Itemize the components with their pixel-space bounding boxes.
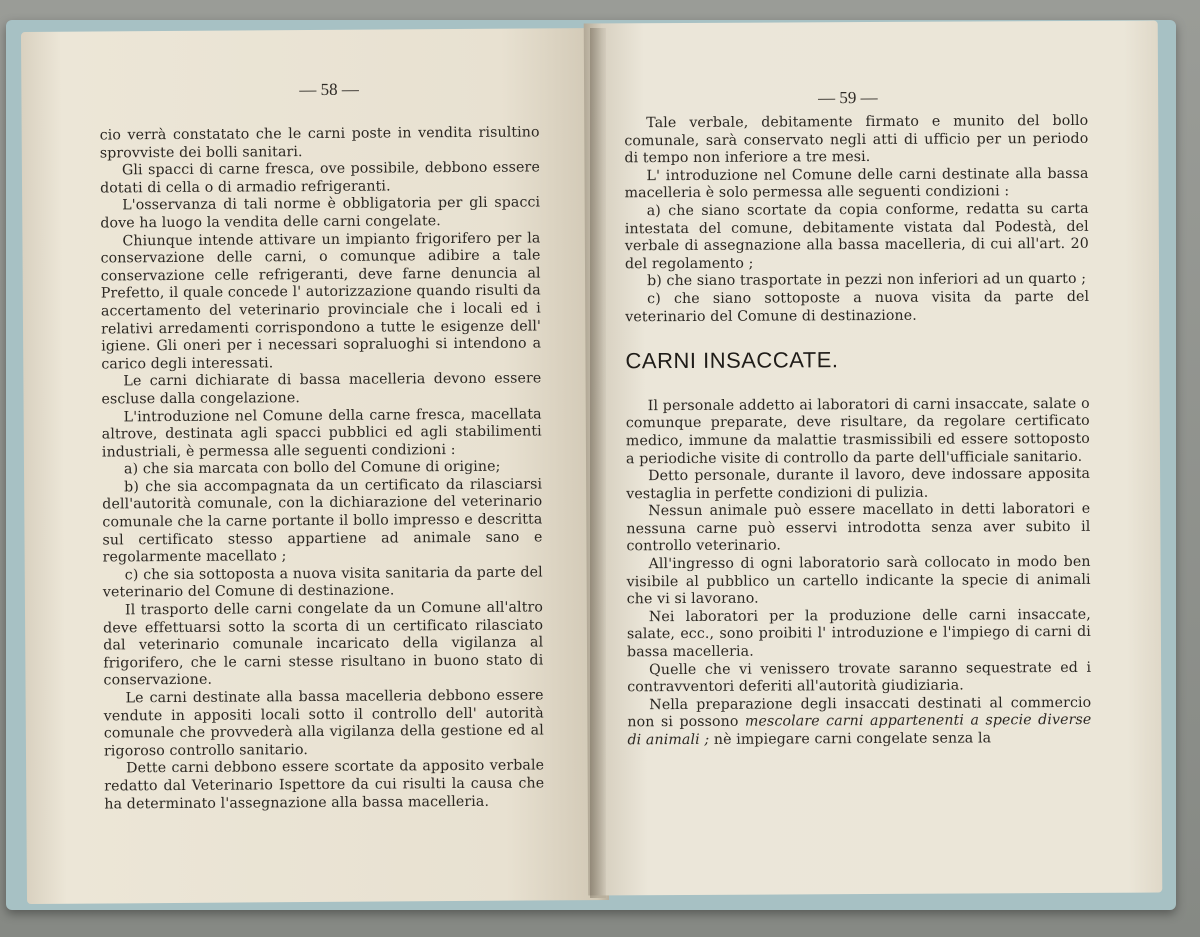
paragraph: L'osservanza di tali norme è obbligatoria per gli spacci dove ha luogo la vendita delle carni congelate.	[100, 194, 541, 232]
paragraph	[627, 695, 1091, 750]
paragraph: Le carni dichiarate di bassa macelleria devono essere escluse dalla congelazione.	[101, 370, 542, 408]
paragraph: Tale verbale, debitamente firmato e munito del bollo comunale, sarà conservato negli atti di ufficio per un periodo di tempo non inferiore a tre mesi.	[624, 112, 1089, 167]
text-run: nè impiegare carni congelate senza la	[713, 730, 992, 748]
paragraph: Quelle che vi venissero trovate saranno sequestrate ed i contravventori deferiti all'autorità giudiziaria.	[627, 659, 1092, 696]
paragraph: Le carni destinate alla bassa macelleria debbono essere vendute in appositi locali sotto il controllo dell' autorità comunale che provvederà alla vigilanza della gestione ed al rigoroso controllo sanitario.	[103, 687, 544, 760]
list-item: a) che siano scortate da copia conforme, redatta su carta intestata del comune, debitamente vistata dal Podestà, del verbale di assegnazione alla bassa macelleria, di cui all'art. 20 del regolamento ;	[624, 200, 1089, 273]
book-gutter	[590, 28, 606, 898]
paragraph: Il trasporto delle carni congelate da un Comune all'altro deve effettuarsi sotto la scorta di un certificato rilasciato dal veterinario comunale incaricato della vigilanza al frigorifero, che le carni stesse risultano in buono stato di conservazione.	[103, 599, 544, 689]
right-page	[584, 21, 1163, 896]
section-title: CARNI INSACCATE.	[625, 347, 839, 374]
left-page	[21, 28, 609, 904]
list-item: b) che siano trasportate in pezzi non inferiori ad un quarto ;	[647, 271, 1087, 290]
list-item: c) che siano sottoposte a nuova visita da parte del veterinario del Comune di destinazione.	[625, 288, 1090, 325]
paragraph: L'introduzione nel Comune della carne fresca, macellata altrove, destinata agli spacci pubblici ed agli stabilimenti industriali, è permessa alle seguenti condizioni :	[101, 405, 542, 461]
list-item: a) che sia marcata con bollo del Comune di origine;	[123, 458, 501, 478]
page-number: — 59 —	[818, 87, 878, 108]
text-run: Nella preparazione degli insaccati destinati al commercio non si possono	[627, 694, 1092, 731]
paragraph: Nessun animale può essere macellato in detti laboratori e nessuna carne può esservi introdotta senza aver subito il controllo veterinario.	[626, 501, 1091, 555]
right-page-body	[624, 113, 1091, 750]
paragraph: cio verrà constatato che le carni poste in vendita risultino sprovviste dei bolli sanitari.	[99, 124, 540, 162]
italic-text: mescolare carni appartenenti a specie diverse di animali ;	[627, 712, 1092, 749]
list-item: b) che sia accompagnata da un certificato da rilasciarsi dell'autorità comunale, con la dichiarazione del veterinario comunale che la carne portante il bollo impresso e descritta sul certificato stesso appartiene ad animale sano e regolarmente macellato ;	[102, 476, 543, 566]
left-page-body	[100, 124, 545, 813]
paragraph: Il personale addetto ai laboratori di carni insaccate, salate o comunque preparate, deve risultare, da regolare certificato medico, immune da malattie trasmissibili ed essere sottoposto a periodiche visite di controllo da parte dell'ufficiale sanitario.	[625, 395, 1090, 467]
page-number: — 58 —	[299, 79, 359, 100]
paragraph: Dette carni debbono essere scortate da apposito verbale redatto dal Veterinario Ispettore da cui risulti la causa che ha determinato l'assegnazione alla bassa macelleria.	[104, 757, 545, 813]
paragraph: Nei laboratori per la produzione delle carni insaccate, salate, ecc., sono proibiti l' introduzione e l'impiego di carni di bassa macelleria.	[626, 606, 1091, 661]
paragraph: All'ingresso di ogni laboratorio sarà collocato in modo ben visibile al pubblico un cartello indicante la specie di animali che vi si lavorano.	[626, 553, 1091, 608]
paragraph: Chiunque intende attivare un impianto frigorifero per la conservazione delle carni, o comunque adibire a tale conservazione celle refrigeranti, deve farne denuncia al Prefetto, il quale concede l' autorizzazione quando risulti da accertamento del veterinario provinciale che i locali ed i relativi arredamenti corrispondono a tutte le esigenze dell' igiene. Gli oneri per i necessari sopraluoghi si intendono a carico degli interessati.	[100, 229, 542, 373]
paragraph: Gli spacci di carne fresca, ove possibile, debbono essere dotati di cella o di armadio refrigeranti.	[100, 159, 540, 197]
paragraph: Detto personale, durante il lavoro, deve indossare apposita vestaglia in perfette condizioni di pulizia.	[626, 465, 1091, 502]
list-item: c) che sia sottoposta a nuova visita sanitaria da parte del veterinario del Comune di destinazione.	[102, 564, 543, 601]
paragraph: L' introduzione nel Comune delle carni destinate alla bassa macelleria è solo permessa alle seguenti condizioni :	[624, 165, 1089, 202]
